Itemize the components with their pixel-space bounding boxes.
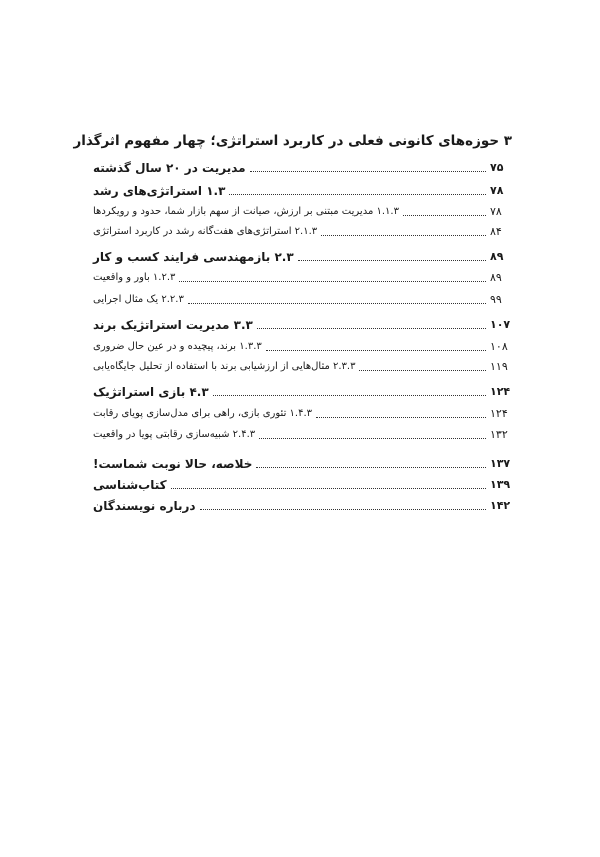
toc-entry — [90, 357, 512, 375]
toc-entry — [90, 454, 512, 472]
toc-entry — [90, 268, 512, 286]
toc-page-number: ۱۲۴ — [490, 385, 511, 398]
toc-entry-title: ۱.۳ استراتژی‌های رشد — [93, 184, 226, 198]
toc-page-number: ۸۴ — [490, 225, 502, 238]
dot-leader — [316, 417, 486, 418]
toc-entry — [90, 181, 512, 199]
chapter-title-line-1: ۳ حوزه‌های کانونی فعلی در کاربرد استراتژی؛ چهار مفهوم اثرگذار — [73, 133, 512, 149]
dot-leader — [179, 281, 486, 282]
toc-entry — [90, 475, 512, 493]
toc-entry-chapter — [90, 158, 512, 176]
toc-entry — [90, 247, 512, 265]
toc-entry-title: کتاب‌شناسی — [93, 478, 167, 492]
toc-entry — [90, 222, 512, 240]
toc-page-number: ۱۱۹ — [490, 360, 508, 373]
toc-entry — [90, 496, 512, 514]
toc-entry-title: ۱.۲.۳ باور و واقعیت — [93, 272, 176, 283]
dot-leader — [257, 328, 486, 329]
toc-entry — [90, 382, 512, 400]
toc-entry-title: ۱.۳.۳ برند، پیچیده و در عین حال ضروری — [93, 341, 262, 352]
toc-page-number: ۱۳۹ — [490, 478, 511, 491]
toc-page-number: ۱۳۲ — [490, 428, 508, 441]
toc-entry — [90, 315, 512, 333]
toc-entry-title: ۱.۱.۳ مدیریت مبتنی بر ارزش، صیانت از سهم بازار شما، حدود و رویکردها — [93, 206, 399, 217]
toc-entry-title: ۲.۳.۳ مثال‌هایی از ارزشیابی برند با استفاده از تحلیل جایگاه‌یابی — [93, 361, 356, 372]
dot-leader — [359, 370, 486, 371]
toc-entry-title: مدیریت در ۲۰ سال گذشته — [93, 161, 246, 175]
toc-entry-title: ۲.۴.۳ شبیه‌سازی رقابتی پویا در واقعیت — [93, 429, 256, 440]
toc-page-number: ۱۰۸ — [490, 340, 508, 353]
dot-leader — [321, 235, 486, 236]
dot-leader — [229, 194, 486, 195]
toc-page-number: ۱۳۷ — [490, 457, 511, 470]
toc-entry-title: ۲.۲.۳ یک مثال اجرایی — [93, 294, 184, 305]
toc-entry — [90, 404, 512, 422]
toc-entry — [90, 425, 512, 443]
dot-leader — [250, 171, 486, 172]
dot-leader — [266, 350, 486, 351]
dot-leader — [403, 215, 486, 216]
toc-entry-title: ۲.۱.۳ استراتژی‌های هفت‌گانه رشد در کاربرد استراتژی — [93, 226, 318, 237]
toc-page-number: ۸۹ — [490, 271, 502, 284]
toc-entry — [90, 337, 512, 355]
dot-leader — [259, 438, 486, 439]
toc-entry-title: درباره نویسندگان — [93, 499, 196, 513]
toc-page-number: ۷۸ — [490, 184, 504, 197]
toc-entry-title: خلاصه، حالا نوبت شماست! — [93, 457, 253, 471]
toc-page-number: ۷۵ — [490, 161, 504, 174]
toc-entry-title: ۱.۴.۳ تئوری بازی، راهی برای مدل‌سازی پویای رقابت — [93, 408, 313, 419]
dot-leader — [256, 467, 486, 468]
toc-page-number: ۱۰۷ — [490, 318, 511, 331]
toc-entry-title: ۴.۳ بازی استراتژیک — [93, 385, 209, 399]
dot-leader — [171, 488, 486, 489]
toc-entry-title: ۳.۳ مدیریت استراتژیک برند — [93, 318, 253, 332]
toc-page-number: ۱۴۲ — [490, 499, 511, 512]
toc-page-number: ۹۹ — [490, 293, 502, 306]
toc-page-number: ۷۸ — [490, 205, 502, 218]
dot-leader — [188, 303, 486, 304]
toc-page-number: ۱۲۴ — [490, 407, 508, 420]
toc-entry — [90, 202, 512, 220]
toc-entry-title: ۲.۳ بازمهندسی فرایند کسب و کار — [93, 250, 294, 264]
dot-leader — [298, 260, 486, 261]
dot-leader — [200, 509, 486, 510]
toc-page-number: ۸۹ — [490, 250, 504, 263]
toc-entry — [90, 290, 512, 308]
dot-leader — [213, 395, 486, 396]
